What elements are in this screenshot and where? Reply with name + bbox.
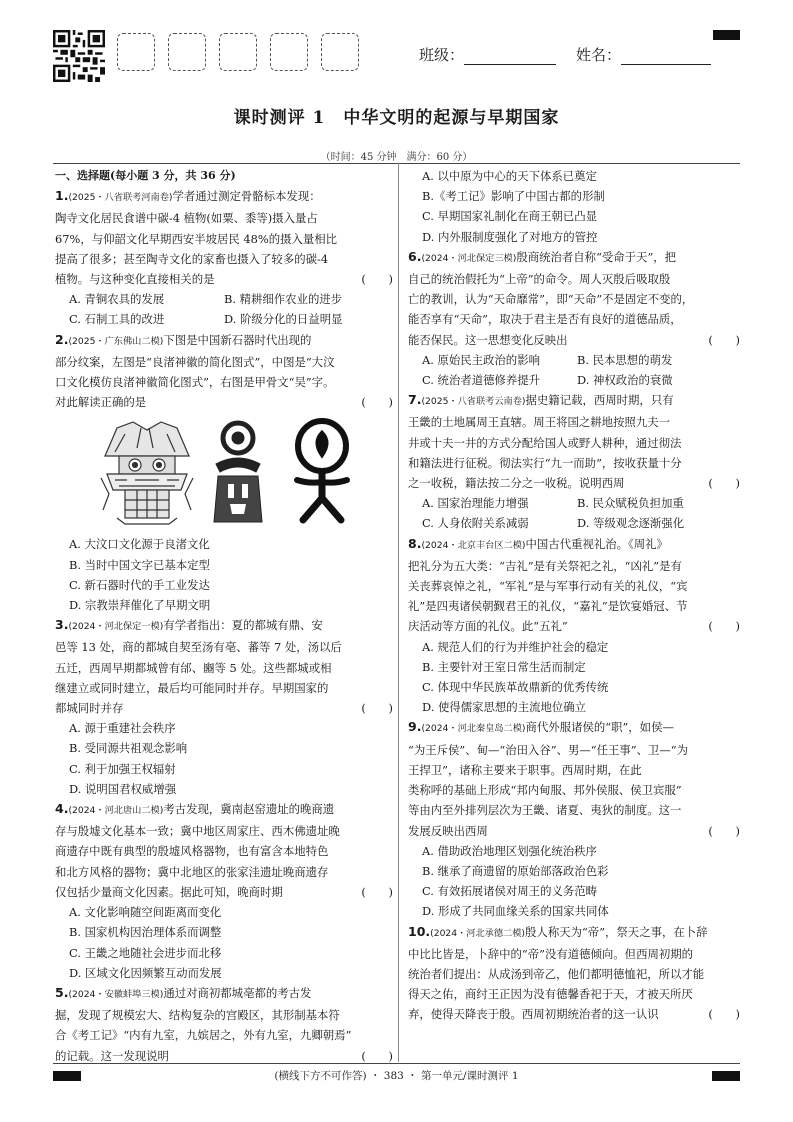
question-text: 商遗存中既有典型的殷墟风格器物，也有富含本地特色 (55, 844, 329, 859)
right-column (408, 166, 740, 1025)
option-c[interactable]: C. 王畿之地随社会进步而北移 (69, 945, 222, 960)
page-subtitle: （时间：45 分钟 满分：60 分） (320, 152, 473, 163)
question-text: 和北方风格的器物；冀中北地区的张家洼遗址晚商遗存 (55, 864, 329, 879)
answer-blank[interactable]: ( ) (361, 884, 393, 899)
question-3 (55, 615, 393, 799)
liangzhu-emblem-figure (95, 418, 199, 526)
question-text: 把礼分为五大类：“吉礼”是有关祭祀之礼，“凶礼”是有 (408, 558, 682, 573)
question-source: (2025・广东佛山二模) (68, 335, 164, 347)
answer-blank[interactable]: ( ) (708, 1007, 740, 1022)
question-text: 口文化模仿良渚神徽简化图式”，右图是甲骨文“吴”字。 (55, 375, 335, 390)
question-text: 掘，发现了规模宏大、结构复杂的宫殿区，其形制基本符 (55, 1008, 340, 1023)
question-number: 8. (408, 535, 422, 551)
option-b[interactable]: B. 受同源共祖观念影响 (69, 741, 188, 756)
question-text: 合《考工记》“内有九室，九嫔居之，外有九室，九卿朝焉” (55, 1028, 352, 1043)
question-text: 统治者们提出：从成汤到帝乙，他们都明德恤祀，所以才能 (408, 966, 705, 981)
question-text: 67%，与仰韶文化早期西安半坡居民 48%的摄入量相比 (55, 231, 338, 246)
question-text: 仅包括少量商文化因素。据此可知，晚商时期 (55, 884, 283, 899)
question-text: 能否保民。这一思想变化反映出 (408, 332, 568, 347)
student-id-boxes (117, 33, 359, 71)
class-field (419, 44, 556, 65)
question-text: 庆活动等方面的礼仪。此“五礼” (408, 619, 568, 634)
question-text: 学者通过测定骨骼标本发现： (172, 189, 321, 204)
option-d[interactable]: D. 说明国君权威增强 (69, 781, 177, 796)
question-text: 有学者指出：夏的都城有鼎、安 (163, 618, 323, 633)
id-box[interactable] (219, 33, 257, 71)
question-text: 殷商统治者自称“受命于天”，把 (516, 249, 677, 264)
option-a[interactable]: A. 源于重建社会秩序 (69, 721, 176, 736)
question-text: 陶寺文化居民食谱中碳-4 植物(如粟、黍等)摄入量占 (55, 211, 318, 226)
question-text: 得天之佑，商纣王正因为没有德馨香祀于天，才被天所厌 (408, 987, 693, 1002)
corner-mark (713, 30, 740, 40)
question-text: 和籍法进行征税。彻法实行“九一而助”，按收获量十分 (408, 455, 682, 470)
option-a[interactable]: A. 大汶口文化源于良渚文化 (69, 537, 210, 552)
option-b[interactable]: B. 国家机构因治理体系而调整 (69, 925, 222, 940)
question-number: 3. (55, 617, 69, 633)
answer-blank[interactable]: ( ) (361, 701, 393, 716)
option-c[interactable]: C. 有效拓展诸侯对周王的义务范畴 (422, 884, 598, 899)
option-d[interactable]: D. 内外服制度强化了对地方的管控 (422, 229, 598, 244)
question-text: 继建立或同时建立，最后均可能同时并存。早期国家的 (55, 680, 329, 695)
question-text: 商代外服诸侯的“职”，如侯— (525, 720, 674, 735)
question-text: 之一收税，籍法按二分之一收税。说明西周 (408, 476, 625, 491)
option-d[interactable]: D. 区域文化因频繁互动而发展 (69, 965, 222, 980)
question-text: 部分纹案，左图是“良渚神徽的简化图式”，中图是“大汶 (55, 354, 335, 369)
question-text: 王畿的土地属周王直辖。周王将国之耕地按照九夫一 (408, 415, 670, 430)
option-a[interactable]: A. 文化影响随空间距离而变化 (69, 905, 222, 920)
option-b[interactable]: B. 主要针对王室日常生活而制定 (422, 659, 586, 674)
question-1 (55, 186, 393, 329)
question-source: (2024・河北秦皇岛二模) (421, 723, 526, 735)
question-9 (408, 717, 740, 921)
question-source: (2024・北京丰台区二模) (421, 539, 526, 551)
question-text: 考古发现，冀南赵窑遗址的晚商遗 (163, 802, 335, 817)
question-text: 存与殷墟文化基本一致；冀中地区周家庄、西木佛遗址晚 (55, 824, 340, 839)
option-c[interactable]: C. 人身依附关系减弱 (422, 516, 529, 531)
class-label: 班级： (419, 46, 465, 64)
answer-blank[interactable]: ( ) (361, 272, 393, 287)
question-5 (55, 983, 393, 1066)
oracle-bone-wu-figure (287, 418, 357, 526)
question-text: 的记载。这一发现说明 (55, 1048, 169, 1063)
option-d[interactable]: D. 神权政治的衰微 (577, 373, 673, 388)
option-a[interactable]: A. 国家治理能力增强 (422, 496, 529, 511)
question-number: 2. (55, 331, 69, 347)
question-text: 都城同时并存 (55, 701, 124, 716)
question-number: 6. (408, 248, 422, 264)
question-text: 五迁，西周早期都城曾有邰、豳等 5 处。这些都城或相 (55, 660, 332, 675)
column-divider (398, 163, 399, 1062)
option-c[interactable]: C. 石制工具的改进 (69, 312, 165, 327)
question-2 (55, 330, 393, 616)
question-5-options (408, 166, 740, 247)
question-text: 据史籍记载，西周时期，只有 (525, 393, 674, 408)
question-text: 殷人称天为“帝”，祭天之事，在卜辞 (525, 924, 708, 939)
question-number: 9. (408, 719, 422, 735)
question-text: 等由内至外排列层次为王畿、诸夏、夷狄的制度。这一 (408, 803, 682, 818)
name-field (576, 44, 711, 65)
question-source: (2025・八省联考河南卷) (68, 192, 173, 204)
question-number: 4. (55, 801, 69, 817)
question-source: (2024・河北保定一模) (68, 621, 164, 633)
option-a[interactable]: A. 借助政治地理区划强化统治秩序 (422, 843, 597, 858)
question-8 (408, 534, 740, 718)
question-source: (2024・安徽蚌埠三模) (68, 988, 164, 1000)
page-title: 课时测评 1 中华文明的起源与早期国家 (233, 108, 560, 128)
bottom-rule (53, 1063, 740, 1064)
question-text: 井或十夫一井的方式分配给国人或野人耕种，通过彻法 (408, 435, 682, 450)
question-number: 5. (55, 984, 69, 1000)
question-text: 王捍卫”，诸称主要来于职事。西周时期，在此 (408, 762, 642, 777)
question-text: 通过对商初都城亳都的考古发 (163, 985, 312, 1000)
option-d[interactable]: D. 阶级分化的日益明显 (224, 312, 343, 327)
option-c[interactable]: C. 利于加强王权辐射 (69, 761, 176, 776)
option-d[interactable]: D. 使得儒家思想的主流地位确立 (422, 700, 587, 715)
pattern-figures (55, 418, 393, 530)
question-text: 提高了很多；甚至陶寺文化的家畜也摄入了较多的碳-4 (55, 251, 329, 266)
question-6 (408, 247, 740, 390)
question-4 (55, 799, 393, 983)
question-text: 对此解读正确的是 (55, 395, 147, 410)
id-box[interactable] (270, 33, 308, 71)
question-source: (2024・河北唐山二模) (68, 805, 164, 817)
option-c[interactable]: C. 早期国家礼制化在商王朝已凸显 (422, 209, 598, 224)
question-number: 1. (55, 188, 69, 204)
top-rule (53, 163, 740, 164)
page-footer: (横线下方不可作答) ・ 383 ・ 第一单元/课时测评 1 (274, 1070, 519, 1082)
option-b[interactable]: B. 当时中国文字已基本定型 (69, 557, 210, 572)
question-text: 发展反映出西周 (408, 823, 488, 838)
option-c[interactable]: C. 新石器时代的手工业发达 (69, 577, 210, 592)
question-text: 植物。与这种变化直接相关的是 (55, 272, 215, 287)
name-input-line[interactable] (621, 48, 711, 65)
id-box[interactable] (117, 33, 155, 71)
left-column (55, 166, 393, 1066)
question-text: 类称呼的基础上形成“邦内甸服、邦外侯服、侯卫宾服” (408, 783, 682, 798)
id-box[interactable] (168, 33, 206, 71)
option-b[interactable]: B. 精耕细作农业的进步 (224, 292, 343, 307)
question-text: 礼”是四夷诸侯朝觐君王的礼仪，“嘉礼”是饮宴婚冠、节 (408, 599, 688, 614)
answer-blank[interactable]: ( ) (361, 1048, 393, 1063)
class-input-line[interactable] (464, 48, 556, 65)
option-d[interactable]: D. 形成了共同血缘关系的国家共同体 (422, 904, 609, 919)
dawenkou-emblem-figure (210, 418, 266, 526)
answer-blank[interactable]: ( ) (361, 395, 393, 410)
name-label: 姓名： (576, 46, 622, 64)
answer-blank[interactable]: ( ) (708, 823, 740, 838)
question-10 (408, 922, 740, 1025)
answer-blank[interactable]: ( ) (708, 332, 740, 347)
qr-code-icon (53, 30, 105, 82)
option-c[interactable]: C. 统治者道德修养提升 (422, 373, 541, 388)
question-text: 邑等 13 处，商的都城自契至汤有亳、蕃等 7 处，汤以后 (55, 640, 342, 655)
question-text: 中比比皆是，卜辞中的“帝”没有道德倾向。但西周初期的 (408, 946, 694, 961)
question-text: 亡的教训，认为“天命靡常”，即“天命”不是固定不变的， (408, 292, 694, 307)
question-source: (2025・八省联考云南卷) (421, 396, 526, 408)
option-c[interactable]: C. 体现中华民族革故鼎新的优秀传统 (422, 680, 609, 695)
question-7 (408, 390, 740, 533)
question-text: “为王斥侯”、甸—“治田入谷”、男—“任王事”、卫—“为 (408, 742, 688, 757)
option-a[interactable]: A. 原始民主政治的影响 (422, 352, 540, 367)
answer-blank[interactable]: ( ) (708, 619, 740, 634)
question-number: 7. (408, 392, 422, 408)
option-b[interactable]: B. 民本思想的萌发 (577, 352, 673, 367)
question-source: (2024・河北承德二模) (430, 927, 526, 939)
question-text: 能否享有“天命”，取决于君主是否有良好的道德品质， (408, 312, 682, 327)
question-source: (2024・河北保定三模) (421, 252, 517, 264)
section-heading: 一、选择题(每小题 3 分，共 36 分) (55, 169, 236, 182)
id-box[interactable] (321, 33, 359, 71)
question-text: 弃，使得天降丧于殷。西周初期统治者的这一认识 (408, 1007, 659, 1022)
option-d[interactable]: D. 宗教崇拜催化了早期文明 (69, 598, 211, 613)
option-b[interactable]: B. 民众赋税负担加重 (577, 496, 684, 511)
option-b[interactable]: B. 继承了商遗留的原始部落政治色彩 (422, 863, 609, 878)
question-text: 关丧葬哀悼之礼，“军礼”是与军事行动有关的礼仪，“宾 (408, 579, 688, 594)
question-text: 中国古代重视礼治。《周礼》 (525, 536, 668, 551)
option-d[interactable]: D. 等级观念逐渐强化 (577, 516, 685, 531)
question-number: 10. (408, 923, 431, 939)
answer-blank[interactable]: ( ) (708, 476, 740, 491)
question-text: 自己的统治假托为“上帝”的命令。周人灭殷后吸取殷 (408, 272, 671, 287)
option-b[interactable]: B.《考工记》影响了中国古都的形制 (422, 189, 605, 204)
option-a[interactable]: A. 青铜农具的发展 (69, 292, 165, 307)
option-a[interactable]: A. 以中原为中心的天下体系已奠定 (422, 169, 597, 183)
question-text: 下图是中国新石器时代出现的 (163, 332, 312, 347)
option-a[interactable]: A. 规范人们的行为并维护社会的稳定 (422, 639, 609, 654)
